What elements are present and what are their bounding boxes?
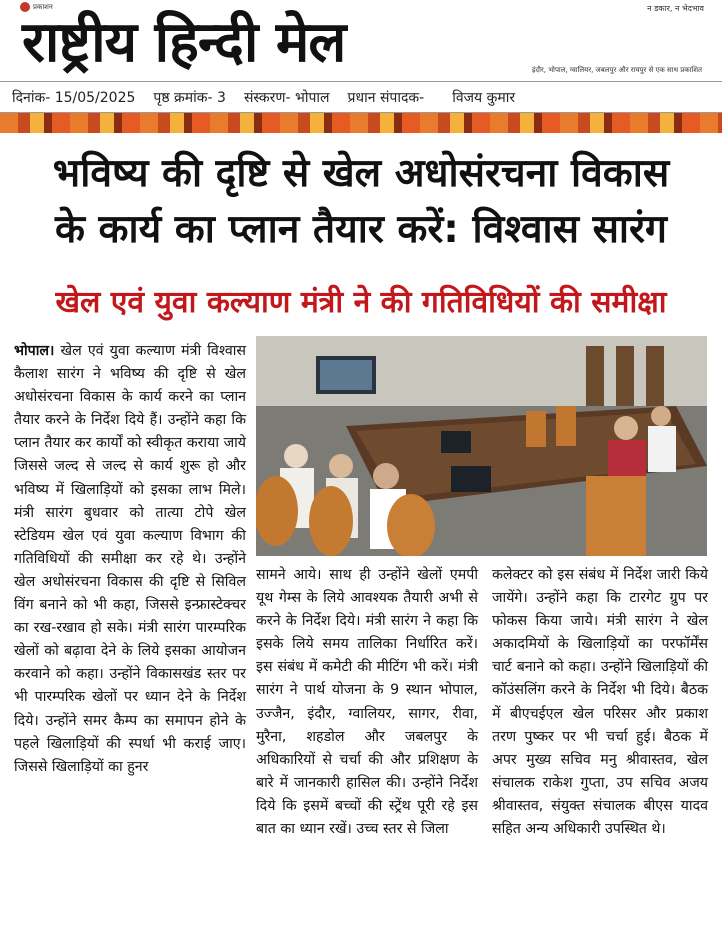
issue-info-bar	[0, 81, 722, 113]
article-column-3	[492, 564, 708, 841]
headline-line-2: के कार्य का प्लान तैयार करें: विश्वास सारंग	[55, 207, 667, 252]
subheadline: खेल एवं युवा कल्याण मंत्री ने की गतिविधियों की समीक्षा	[55, 285, 667, 320]
headline	[10, 146, 712, 258]
editor-label: प्रधान संपादक-	[347, 89, 425, 106]
editor-name: विजय कुमार	[452, 89, 516, 106]
motto: न डकार, न भेदभाव	[647, 4, 704, 13]
edition: संस्करण- भोपाल	[243, 89, 330, 106]
editions-note: इंदौर, भोपाल, ग्वालियर, जबलपुर और रायपुर से एक साथ प्रकाशित	[531, 66, 702, 74]
headline-line-1: भविष्य की दृष्टि से खेल अधोसंरचना विकास	[52, 151, 670, 196]
meeting-photo	[256, 336, 707, 556]
meeting-photo-illustration	[256, 336, 707, 556]
article-column-1-text: खेल एवं युवा कल्याण मंत्री विश्वास कैलाश सारंग ने भविष्य की दृष्टि से खेल अधोसंरचना विकास के कार्य करने का प्लान तैयार करने के निर्देश दिये हैं। उन्होंने कहा कि प्लान तैयार कर कार्यों को स्वीकृत कराया जाये जिससे जल्द से जल्द से कार्य शुरू हो और भविष्य में खिलाड़ियों को इसका लाभ मिले। मंत्री सारंग बुधवार को तात्या टोपे खेल स्टेडियम खेल एवं युवा कल्याण विभाग की गतिविधियों की समीक्षा कर रहे थे। उन्होंने खेल अधोसंरचना विकास की दृष्टि से सिविल विंग बनाने को भी कहा, जिससे इन्फ्रास्टेक्चर का रख-रखाव हो सके। मंत्री सारंग पारम्परिक खेलों को बढ़ावा देने के लिये इसका आयोजन करवाने को कहा। उन्होंने विकासखंड स्तर पर भी पारम्परिक खेलों पर ध्यान देने के निर्देश दिये। उन्होंने समर कैम्प का समापन होने के पहले खिलाड़ियों की स्पर्धा भी कराई जाए। जिससे खिलाड़ियों का हुनर	[14, 343, 247, 775]
article-column-1	[14, 340, 246, 779]
dateline: भोपाल।	[14, 343, 55, 359]
article-column-2-text: सामने आये। साथ ही उन्होंने खेलों एमपी यूथ गेम्स के लिये आवश्यक तैयारी अभी से करने के निर्देश दिये। मंत्री सारंग ने कहा कि इसके लिये समय तालिका निर्धारित करें। इस संबंध में कमेटी की मीटिंग भी करें। मंत्री सारंग ने पार्थ योजना के 9 स्थान भोपाल, उज्जैन, इंदौर, ग्वालियर, सागर, रीवा, मुरैना, शहडोल और जबलपुर के अधिकारियों से चर्चा की और प्रशिक्षण के बारे में जानकारी हासिल की। उन्होंने निर्देश दिये कि इसमें बच्चों की स्ट्रेंथ पूरी रहे इस बात का ध्यान रखें। उच्च स्तर से जिला	[256, 567, 478, 838]
page-number: पृष्ठ क्रमांक- 3	[153, 89, 226, 106]
newspaper-title: राष्ट्रीय हिन्दी मेल	[22, 9, 346, 75]
publisher-label: प्रकाशन	[33, 2, 53, 11]
article-column-2	[256, 564, 478, 841]
masthead	[0, 0, 722, 80]
issue-date: दिनांक- 15/05/2025	[12, 89, 136, 106]
decorative-strip	[0, 113, 722, 133]
article-column-3-text: कलेक्टर को इस संबंध में निर्देश जारी किये जायेंगे। उन्होंने कहा कि टारगेट ग्रुप पर फोकस किया जाये। मंत्री सारंग ने खेल अकादमियों के खिलाड़ियों का परफॉर्मेंस चार्ट बनाने को कहा। उन्होंने खिलाड़ियों की कॉउंसलिंग करने के निर्देश भी दिये। बैठक में बीएचईएल खेल परिसर और प्रकाश तरण पुष्कर पर भी चर्चा हुई। बैठक में अपर मुख्य सचिव मनु श्रीवास्तव, खेल संचालक राकेश गुप्ता, उप सचिव अजय श्रीवास्तव, संयुक्त संचालक बीएस यादव सहित अन्य अधिकारी उपस्थित थे।	[492, 567, 708, 838]
